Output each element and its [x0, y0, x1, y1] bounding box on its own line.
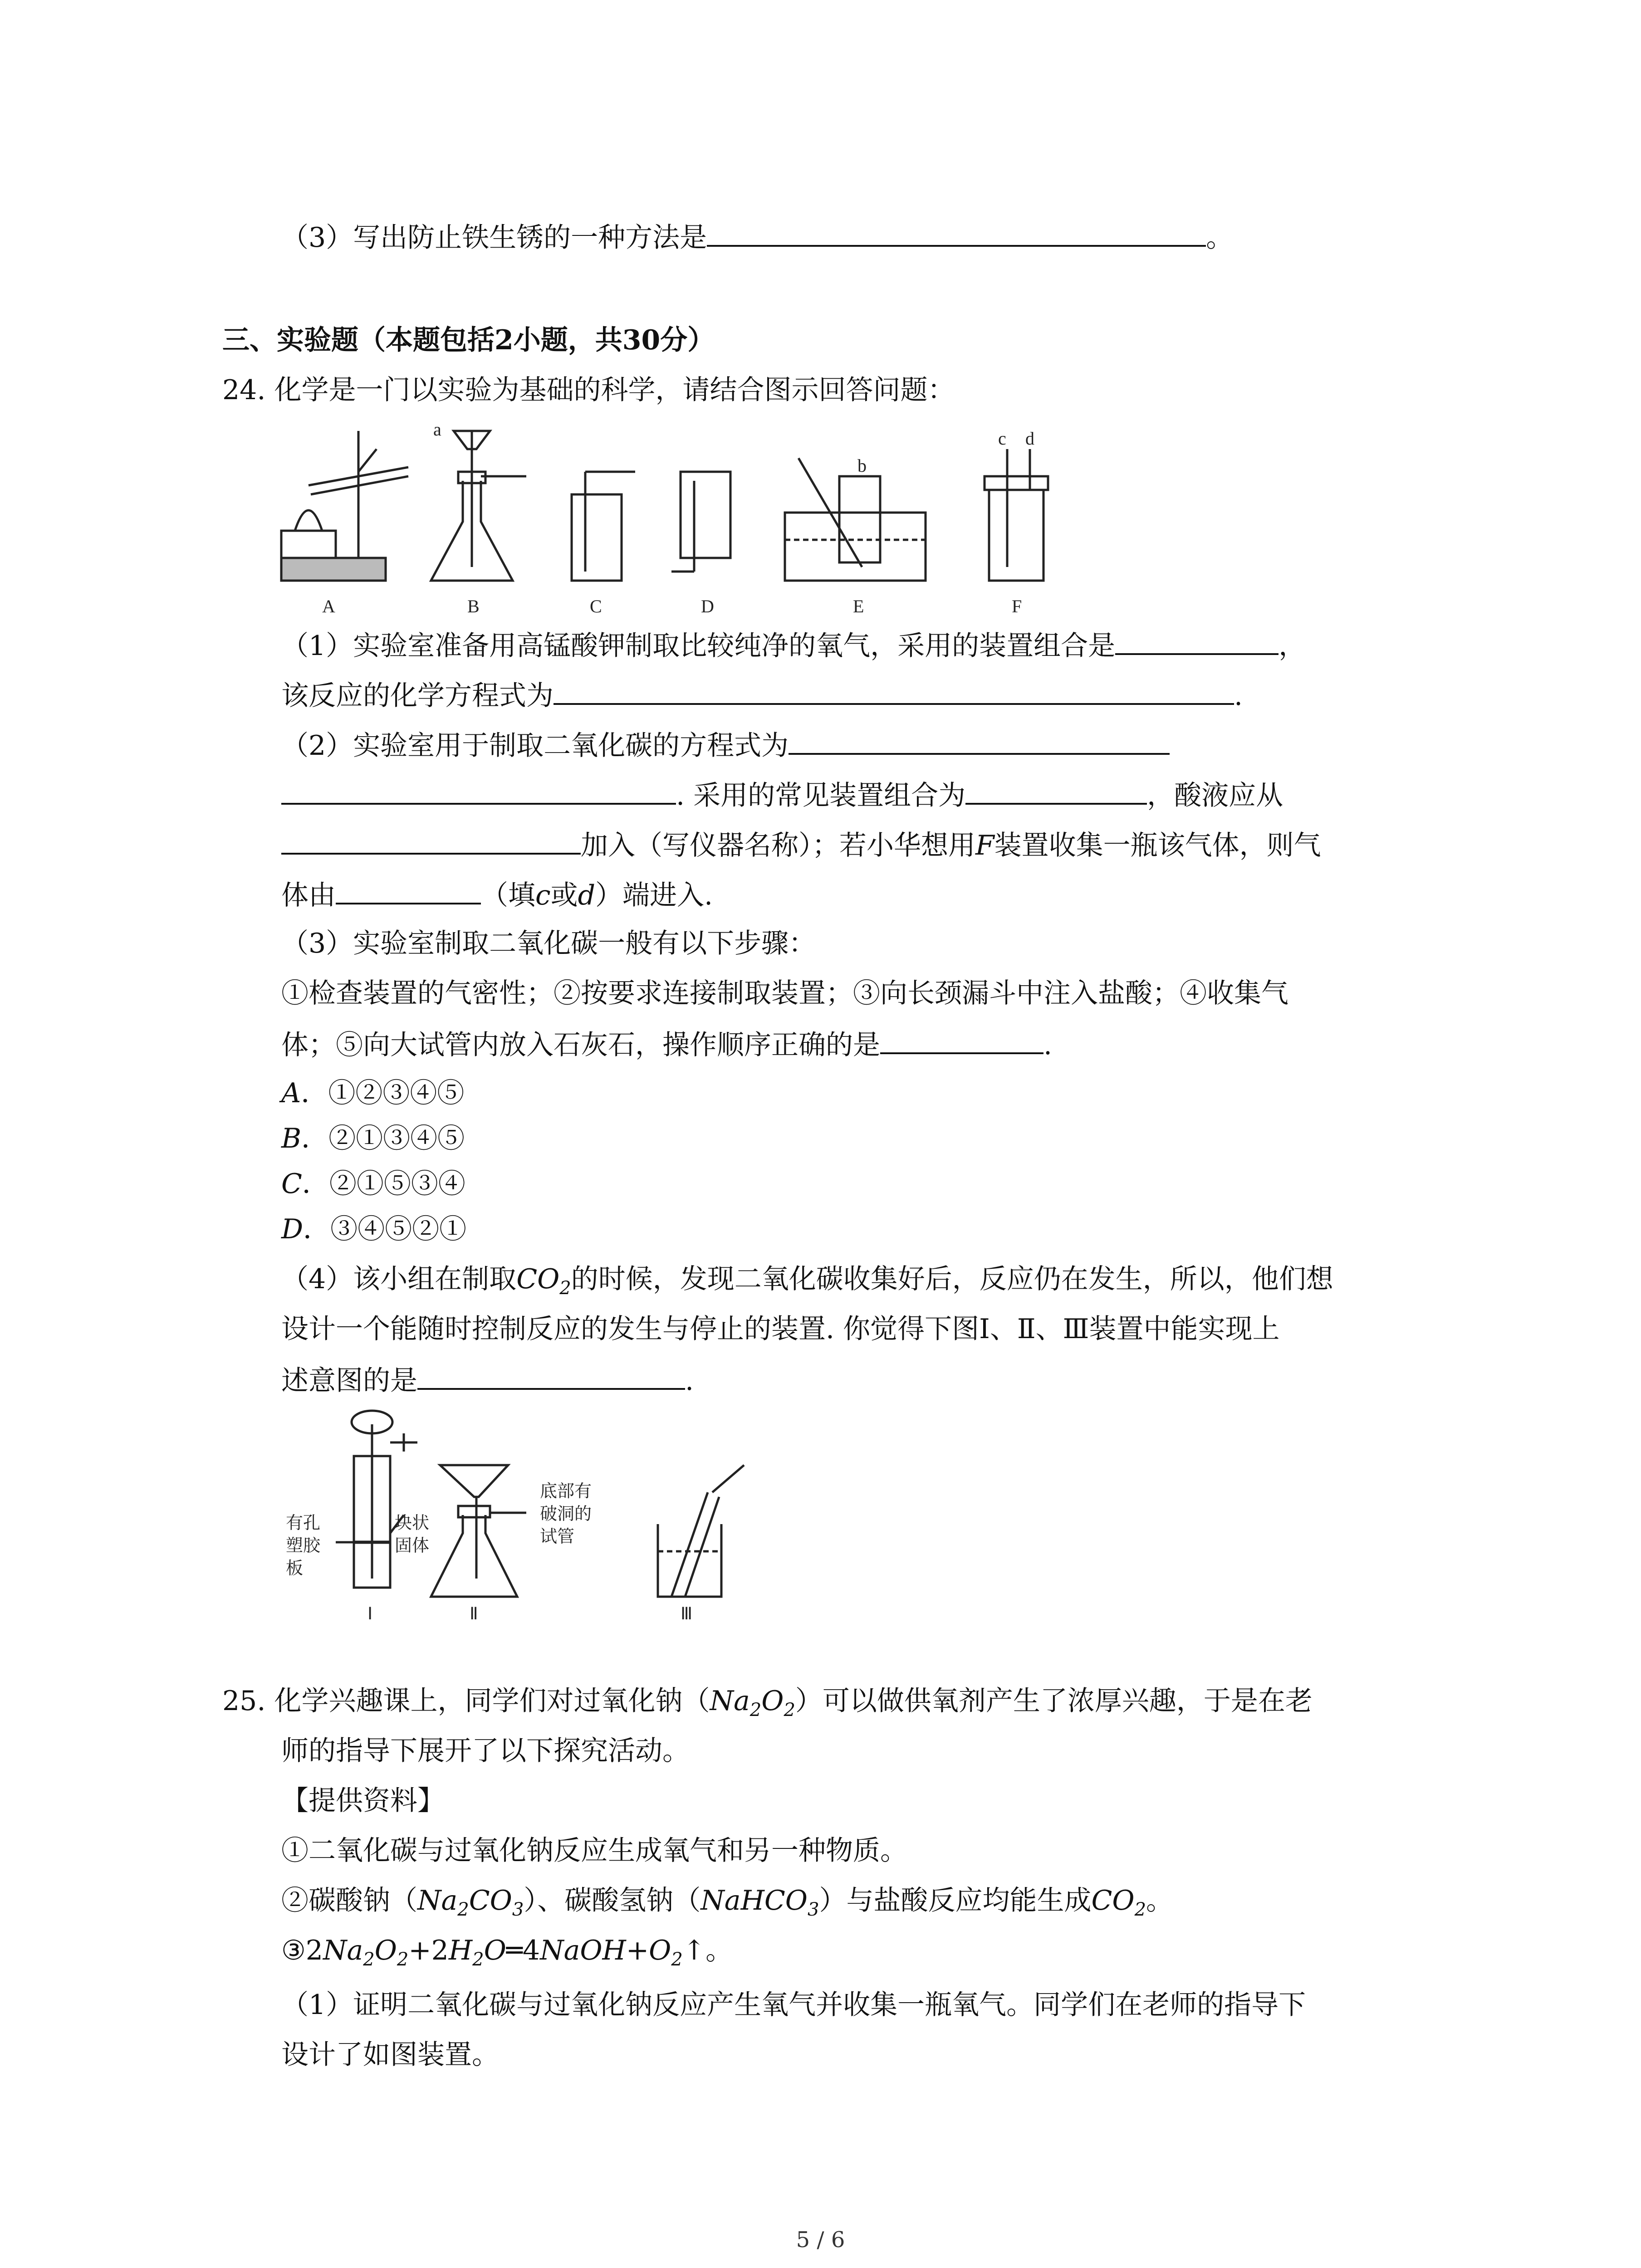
answer-blank	[965, 780, 1147, 805]
q24-p1-line2	[281, 680, 1243, 712]
option-a	[281, 1077, 465, 1109]
text: ③2	[281, 1935, 323, 1966]
formula: H	[448, 1935, 473, 1966]
answer-blank	[1115, 631, 1279, 655]
label-c: C	[590, 596, 602, 616]
option-letter: B	[281, 1123, 302, 1154]
label-iii: Ⅲ	[681, 1604, 693, 1623]
q25-info-title: 【提供资料】	[281, 1785, 445, 1817]
q25-text2: ）可以做供氧剂产生了浓厚兴趣，于是在老	[795, 1685, 1313, 1717]
q24-p3-line1: （3）实验室制取二氧化碳一般有以下步骤：	[281, 928, 816, 959]
punct: 。	[1146, 1885, 1174, 1916]
subscript: 2	[472, 1949, 484, 1970]
formula: Na	[323, 1935, 363, 1966]
option-letter: C	[281, 1168, 302, 1200]
letter-d: d	[1025, 428, 1034, 449]
option-text: ．②①⑤③④	[302, 1168, 465, 1200]
label-plate-3: 板	[286, 1558, 304, 1578]
formula: CO	[1091, 1885, 1135, 1916]
answer-blank	[417, 1365, 685, 1390]
punct: .	[1234, 680, 1243, 712]
apparatus-figure-i-ii-iii	[286, 1406, 785, 1624]
label-plate-1: 有孔	[286, 1513, 321, 1533]
subscript: 3	[512, 1899, 524, 1920]
letter-b: b	[857, 455, 867, 476]
formula-co2: CO	[516, 1263, 560, 1295]
label-f: F	[1012, 596, 1022, 616]
label-tube-1: 底部有	[540, 1481, 592, 1501]
option-text: ．③④⑤②①	[303, 1213, 467, 1245]
q24-p2-line3	[281, 830, 1321, 859]
subscript: 2	[671, 1949, 683, 1970]
text: ↑。	[682, 1935, 733, 1966]
q24-p2-text4: 加入（写仪器名称）；若小华想用	[581, 830, 975, 861]
text: ）与盐酸反应均能生成	[819, 1885, 1092, 1916]
q24-p2-text: （2）实验室用于制取二氧化碳的方程式为	[281, 730, 789, 762]
text: ）、碳酸氢钠（	[524, 1885, 701, 1916]
text: +2	[408, 1935, 449, 1966]
label-ii: Ⅱ	[470, 1604, 478, 1623]
option-b	[281, 1125, 465, 1152]
q24-p3-line3	[281, 1030, 1052, 1059]
var-d: d	[578, 880, 596, 911]
label-d: D	[701, 596, 714, 616]
formula: O	[761, 1685, 784, 1717]
answer-blank	[281, 830, 581, 855]
label-solid-1: 块状	[395, 1513, 430, 1533]
subscript: 2	[559, 1278, 571, 1299]
punct: 。	[1206, 222, 1234, 254]
option-d	[281, 1213, 467, 1245]
formula: O	[374, 1935, 397, 1966]
letter-a: a	[433, 422, 441, 440]
q24-p3-text: 体；⑤向大试管内放入石灰石，操作顺序正确的是	[281, 1029, 880, 1061]
q24-p1-text2: 该反应的化学方程式为	[281, 680, 554, 712]
letter-c: c	[998, 428, 1006, 449]
q25-info-3	[281, 1937, 733, 1969]
subscript: 2	[397, 1949, 409, 1970]
answer-blank	[554, 680, 1234, 705]
label-plate-2: 塑胶	[286, 1535, 321, 1555]
section-heading: 三、实验题（本题包括2小题，共30分）	[222, 324, 715, 356]
option-text: ．①②③④⑤	[301, 1077, 465, 1109]
punct: ，	[1279, 630, 1306, 662]
formula: O	[649, 1935, 671, 1966]
var-f: F	[975, 830, 994, 861]
q25-text: 25. 化学兴趣课上，同学们对过氧化钠（	[222, 1685, 710, 1717]
label-a: A	[322, 596, 335, 616]
q24-p2-text3: ，酸液应从	[1147, 780, 1283, 811]
q24-p2-text7: （填	[481, 880, 535, 911]
label-tube-2: 破洞的	[540, 1504, 592, 1524]
q24-p1-text: （1）实验室准备用高锰酸钾制取比较纯净的氧气，采用的装置组合是	[281, 630, 1116, 662]
q25-p1-line2: 设计了如图装置。	[281, 2039, 499, 2071]
q24-stem: 24. 化学是一门以实验为基础的科学，请结合图示回答问题：	[222, 374, 955, 406]
formula: CO	[469, 1885, 512, 1916]
q24-p4-line2: 设计一个能随时控制反应的发生与停止的装置. 你觉得下图Ⅰ、Ⅱ、Ⅲ装置中能实现上	[281, 1313, 1280, 1345]
formula: NaOH	[540, 1935, 626, 1966]
label-e: E	[853, 596, 864, 616]
q24-p2-line4	[281, 880, 713, 909]
q23-part3-text: （3）写出防止铁生锈的一种方法是	[281, 222, 707, 254]
formula: O	[484, 1935, 506, 1966]
q24-p2-line2	[281, 780, 1283, 809]
q25-stem-line1	[222, 1687, 1313, 1719]
page-number: 5 / 6	[796, 2227, 845, 2253]
label-b: B	[467, 596, 480, 616]
q25-p1-line1: （1）证明二氧化碳与过氧化钠反应产生氧气并收集一瓶氧气。同学们在老师的指导下	[281, 1989, 1306, 2021]
q24-p2-text5: 装置收集一瓶该气体，则气	[994, 830, 1321, 861]
answer-blank	[281, 780, 676, 805]
answer-blank	[336, 880, 481, 904]
punct: .	[685, 1365, 694, 1397]
q24-p4-text3: 述意图的是	[281, 1365, 417, 1397]
q25-info-2	[281, 1887, 1173, 1919]
subscript: 3	[808, 1899, 819, 1920]
subscript: 2	[1134, 1899, 1146, 1920]
q24-p3-line2: ①检查装置的气密性；②按要求连接制取装置；③向长颈漏斗中注入盐酸；④收集气	[281, 978, 1288, 1009]
subscript: 2	[749, 1700, 762, 1721]
option-letter: D	[281, 1213, 304, 1245]
q23-part3-line	[281, 222, 1234, 254]
q24-p2-text8: 或	[550, 880, 578, 911]
option-letter: A	[281, 1077, 301, 1109]
q24-p4-line3	[281, 1365, 694, 1397]
formula: Na	[710, 1685, 750, 1717]
q24-p4-text: （4）该小组在制取	[281, 1263, 517, 1295]
q24-p2-line1	[281, 730, 1170, 762]
apparatus-figure-a-to-f	[272, 422, 1497, 621]
q25-stem-line2: 师的指导下展开了以下探究活动。	[281, 1735, 690, 1767]
option-c	[281, 1170, 465, 1198]
punct: .	[1043, 1029, 1053, 1061]
answer-blank	[707, 222, 1206, 247]
label-solid-2: 固体	[395, 1535, 430, 1555]
q24-p2-text6: 体由	[281, 880, 336, 911]
subscript: 2	[784, 1700, 795, 1721]
q24-p2-text2: . 采用的常见装置组合为	[676, 780, 966, 811]
q24-p4-line1	[281, 1263, 1333, 1299]
q25-info-1: ①二氧化碳与过氧化钠反应生成氧气和另一种物质。	[281, 1835, 907, 1867]
text: +	[626, 1935, 649, 1966]
q24-p4-text2: 的时候，发现二氧化碳收集好后，反应仍在发生，所以，他们想	[571, 1263, 1333, 1295]
option-text: ．②①③④⑤	[301, 1123, 465, 1154]
var-c: c	[535, 880, 551, 911]
q24-p1-line1	[281, 631, 1306, 660]
answer-blank	[880, 1030, 1043, 1054]
text: ═4	[506, 1935, 540, 1966]
formula: Na	[417, 1885, 458, 1916]
label-tube-3: 试管	[540, 1526, 575, 1546]
formula: NaHCO	[700, 1885, 808, 1916]
text: ②碳酸钠（	[281, 1885, 417, 1916]
label-i: Ⅰ	[367, 1604, 373, 1623]
answer-blank	[789, 730, 1170, 755]
subscript: 2	[363, 1949, 375, 1970]
subscript: 2	[457, 1899, 469, 1920]
q24-p2-text9: ）端进入.	[595, 880, 713, 911]
